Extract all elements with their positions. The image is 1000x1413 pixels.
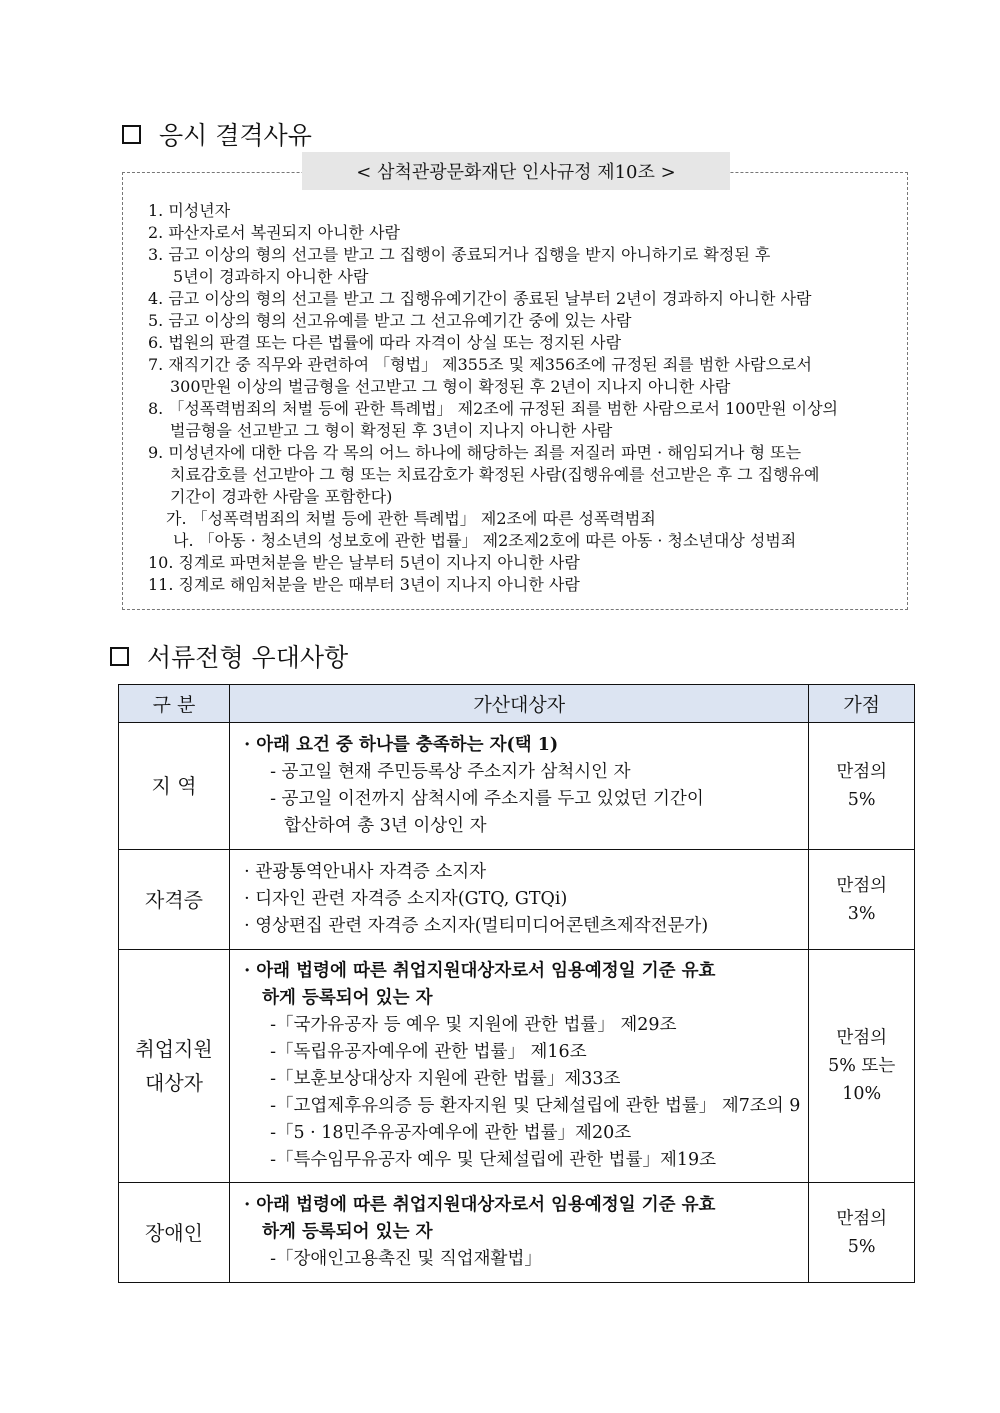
law-line: -「5 · 18민주유공자예우에 관한 법률」제20조 [270,1123,632,1143]
category-text: 대상자 [145,1071,204,1095]
header-category: 구 분 [119,685,230,723]
target-cell [230,850,809,950]
list-item: 6. 법원의 판결 또는 다른 법률에 따라 자격이 상실 또는 정지된 사람 [148,333,622,352]
list-item: 5. 금고 이상의 형의 선고유예를 받고 그 선고유예기간 중에 있는 사람 [148,311,632,330]
points-text: 5% [847,1236,876,1257]
list-item-continuation: 5년이 경과하지 아니한 사람 [173,267,369,286]
requirement-bullet: · 아래 법령에 따른 취업지원대상자로서 임용예정일 기준 유효 [244,1195,716,1215]
list-subitem: 나. 「아동 · 청소년의 성보호에 관한 법률」 제2조제2호에 따른 아동 · 청소년대상 성범죄 [173,531,797,550]
category-cell [119,950,230,1183]
requirement-bullet: · 관광통역안내사 자격증 소지자 [244,862,487,882]
table-row [119,1183,915,1283]
list-item: 1. 미성년자 [148,201,231,220]
points-cell [809,1183,915,1283]
law-line: -「고엽제후유의증 등 환자지원 및 단체설립에 관한 법률」 제7조의 9 [270,1096,801,1116]
list-item: 4. 금고 이상의 형의 선고를 받고 그 집행유예기간이 종료된 날부터 2년이 경과하지 아니한 사람 [148,289,812,308]
list-item-continuation: 치료감호를 선고받아 그 형 또는 치료감호가 확정된 사람(집행유예를 선고받은 후 그 집행유예 [170,465,820,484]
points-text: 만점의 [836,875,888,896]
points-cell [809,950,915,1183]
points-text: 5% 또는 [828,1056,896,1076]
requirement-bullet: · 영상편집 관련 자격증 소지자(멀티미디어콘텐츠제작전문가) [244,916,709,936]
section-title: 응시 결격사유 [159,121,312,150]
law-line: -「보훈보상대상자 지원에 관한 법률」제33조 [270,1069,621,1089]
table-row [119,723,915,850]
target-cell [230,950,809,1183]
category-cell: 장애인 [119,1183,230,1283]
points-text: 만점의 [836,762,888,782]
list-item: 8. 「성폭력범죄의 처벌 등에 관한 특례법」 제2조에 규정된 죄를 범한 사람으로서 100만원 이상의 [148,399,838,418]
points-cell [809,723,915,850]
points-text: 10% [842,1084,882,1104]
category-text: 취업지원 [135,1037,213,1061]
target-cell [230,1183,809,1283]
list-item: 10. 징계로 파면처분을 받은 날부터 5년이 지나지 아니한 사람 [148,553,580,572]
law-line: -「독립유공자예우에 관한 법률」 제16조 [270,1042,587,1062]
section-title: 서류전형 우대사항 [147,643,349,672]
requirement-bullet: · 아래 법령에 따른 취업지원대상자로서 임용예정일 기준 유효 [244,961,716,981]
points-cell [809,850,915,950]
disqualification-list [148,200,908,596]
list-item: 7. 재직기간 중 직무와 관련하여 「형법」 제355조 및 제356조에 규정된 죄를 범한 사람으로서 [148,355,812,374]
table-row [119,850,915,950]
checkbox-square-icon [110,647,129,666]
requirement-line: 합산하여 총 3년 이상인 자 [284,816,487,836]
category-cell: 자격증 [119,850,230,950]
list-item: 9. 미성년자에 대한 다음 각 목의 어느 하나에 해당하는 죄를 저질러 파면 · 해임되거나 형 또는 [148,443,802,462]
category-cell: 지 역 [119,723,230,850]
header-target: 가산대상자 [230,685,809,723]
table-header-row [119,685,915,723]
law-line: -「장애인고용촉진 및 직업재활법」 [270,1249,542,1269]
list-item-continuation: 기간이 경과한 사람을 포함한다) [170,487,393,506]
list-subitem: 가. 「성폭력범죄의 처벌 등에 관한 특례법」 제2조에 따른 성폭력범죄 [166,509,656,528]
section-disqualification-heading [122,116,312,152]
law-line: -「국가유공자 등 예우 및 지원에 관한 법률」 제29조 [270,1015,677,1035]
table-row [119,950,915,1183]
law-line: -「특수임무유공자 예우 및 단체설립에 관한 법률」제19조 [270,1150,717,1170]
list-item: 2. 파산자로서 복권되지 아니한 사람 [148,223,400,242]
list-item: 11. 징계로 해임처분을 받은 때부터 3년이 지나지 아니한 사람 [148,575,580,594]
points-text: 5% [847,790,876,810]
points-text: 3% [847,903,876,924]
requirement-line: - 공고일 현재 주민등록상 주소지가 삼척시인 자 [270,762,631,782]
section-preference-heading [110,638,348,674]
header-points: 가점 [809,685,915,723]
list-item-continuation: 벌금형을 선고받고 그 형이 확정된 후 3년이 지나지 아니한 사람 [170,421,613,440]
requirement-bullet: · 디자인 관련 자격증 소지자(GTQ, GTQi) [244,889,568,909]
regulation-title: < 삼척관광문화재단 인사규정 제10조 > [302,152,730,190]
requirement-line: - 공고일 이전까지 삼척시에 주소지를 두고 있었던 기간이 [270,789,704,809]
list-item: 3. 금고 이상의 형의 선고를 받고 그 집행이 종료되거나 집행을 받지 아니하기로 확정된 후 [148,245,771,264]
preference-table [118,684,915,1283]
requirement-line: 하게 등록되어 있는 자 [262,1222,433,1242]
list-item-continuation: 300만원 이상의 벌금형을 선고받고 그 형이 확정된 후 2년이 지나지 아니한 사람 [170,377,731,396]
requirement-bullet: · 아래 요건 중 하나를 충족하는 자(택 1) [244,735,559,755]
points-text: 만점의 [836,1208,888,1229]
requirement-line: 하게 등록되어 있는 자 [262,988,433,1008]
points-text: 만점의 [836,1028,888,1048]
target-cell [230,723,809,850]
checkbox-square-icon [122,125,141,144]
